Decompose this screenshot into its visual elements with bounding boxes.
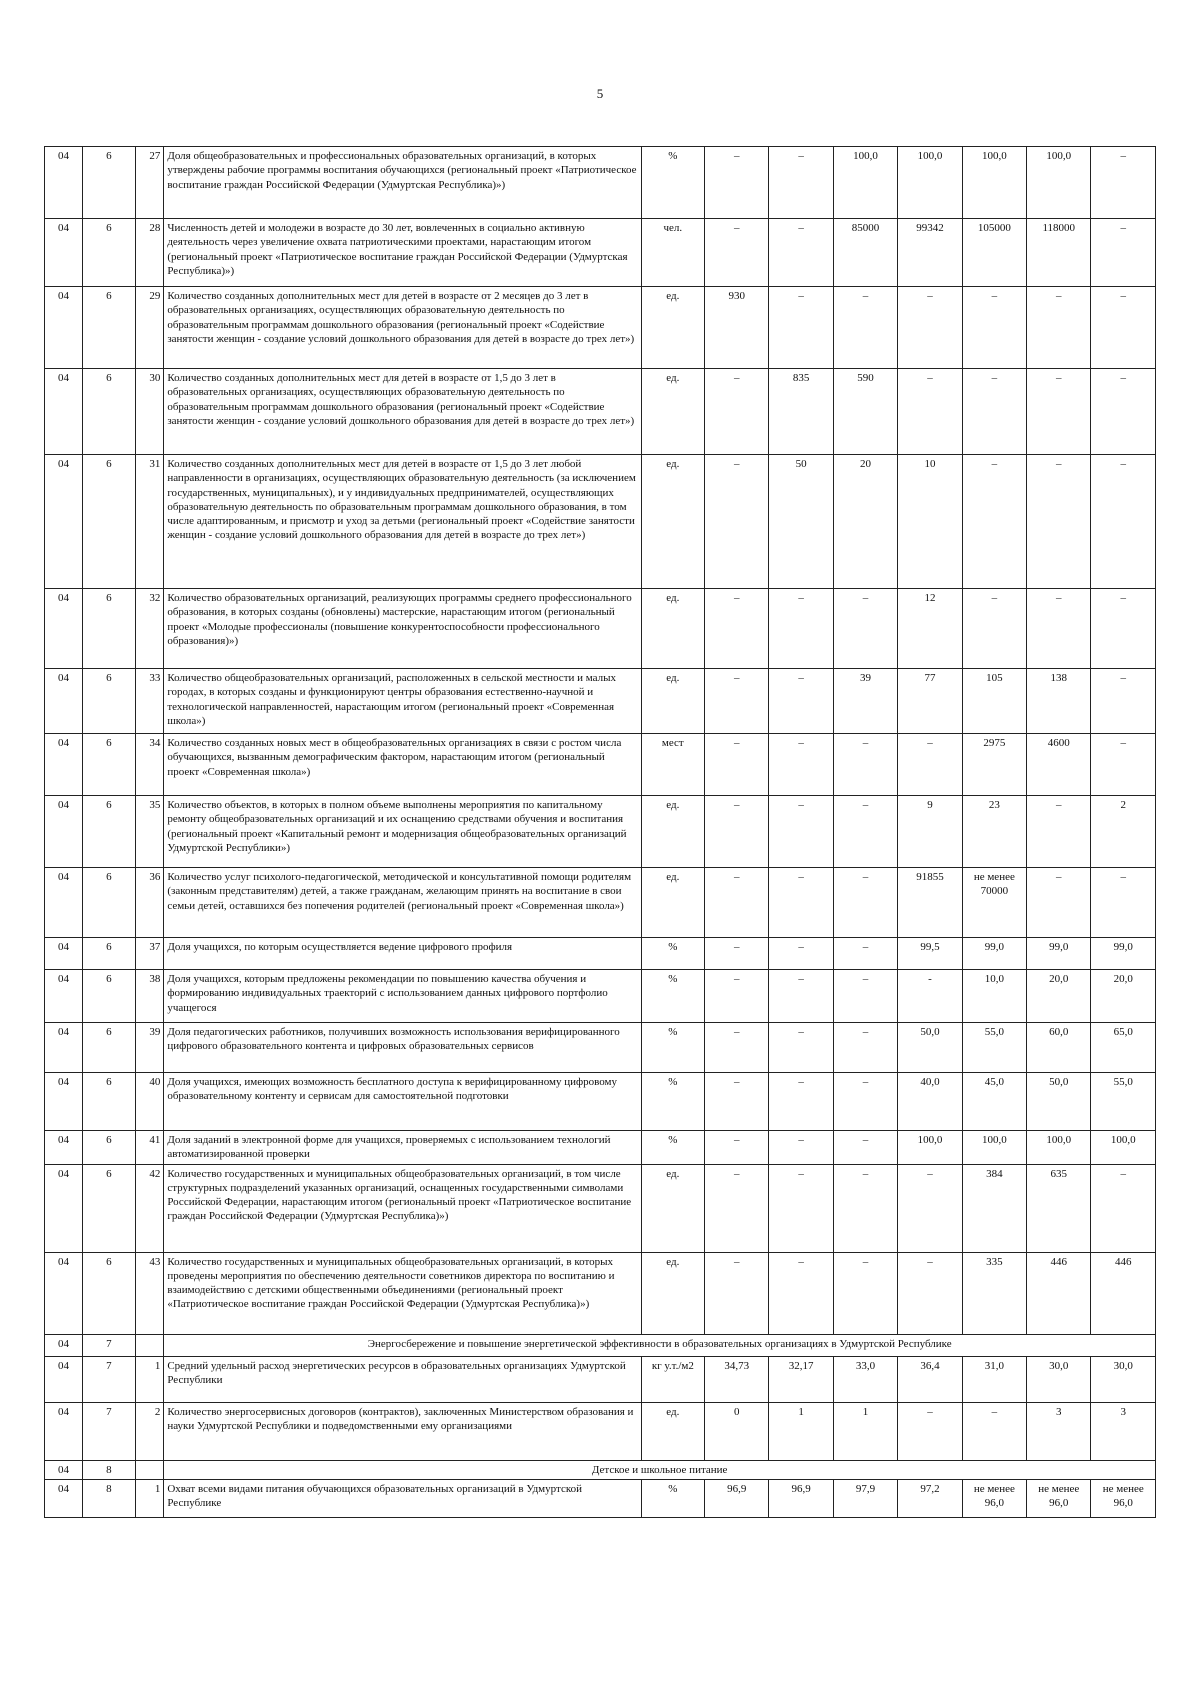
value-cell: – <box>898 287 962 369</box>
value-cell: – <box>769 1023 833 1073</box>
program-code-cell: 04 <box>45 1334 83 1356</box>
program-code-cell: 04 <box>45 669 83 734</box>
value-cell: – <box>1091 147 1156 219</box>
value-cell: 77 <box>898 669 962 734</box>
value-cell: 100,0 <box>1027 1131 1091 1165</box>
table-row <box>45 1356 1156 1402</box>
indicator-description: Доля общеобразовательных и профессиональных образовательных организаций, в которых утверждены рабочие программы воспитания обучающихся (региональный проект «Патриотическое воспитание граждан Российской Федерации (Удмуртская Республика)») <box>164 147 641 219</box>
indicator-description: Количество объектов, в которых в полном объеме выполнены мероприятия по капитальному ремонту общеобразовательных организаций и их оснащению средствами обучения и воспитания (региональный проект «Капитальный ремонт и модернизация общеобразовательных организаций Удмуртской Республики») <box>164 796 641 868</box>
value-cell: 99,0 <box>1027 938 1091 970</box>
indicator-description: Доля учащихся, по которым осуществляется ведение цифрового профиля <box>164 938 641 970</box>
value-cell: – <box>1091 287 1156 369</box>
indicator-description: Количество государственных и муниципальных общеобразовательных организаций, в которых проведены мероприятия по обеспечению деятельности советников директора по воспитанию и взаимодействию с детскими общественными объединениями (региональный проект «Патриотическое воспитание граждан Российской Федерации (Удмуртская Республика)») <box>164 1252 641 1334</box>
program-code-cell: 04 <box>45 147 83 219</box>
indicator-number-cell: 35 <box>135 796 164 868</box>
value-cell: 10,0 <box>962 970 1026 1023</box>
value-cell: – <box>833 589 897 669</box>
unit-cell: ед. <box>641 455 704 589</box>
indicator-description: Количество созданных новых мест в общеобразовательных организациях в связи с ростом числа обучающихся, вызванным демографическим фактором, нарастающим итогом (региональный проект «Современная школа») <box>164 734 641 796</box>
value-cell: – <box>769 734 833 796</box>
indicator-number-cell: 42 <box>135 1164 164 1252</box>
value-cell: 99,0 <box>962 938 1026 970</box>
unit-cell: % <box>641 1131 704 1165</box>
value-cell: 446 <box>1027 1252 1091 1334</box>
value-cell: – <box>962 287 1026 369</box>
value-cell: 335 <box>962 1252 1026 1334</box>
value-cell: – <box>705 1252 769 1334</box>
subprogram-code-cell: 6 <box>83 1073 136 1131</box>
program-code-cell: 04 <box>45 970 83 1023</box>
indicator-number-cell: 43 <box>135 1252 164 1334</box>
subprogram-code-cell: 6 <box>83 1252 136 1334</box>
indicator-description: Охват всеми видами питания обучающихся образовательных организаций в Удмуртской Республике <box>164 1479 641 1517</box>
value-cell: не менее 70000 <box>962 868 1026 938</box>
value-cell: – <box>705 455 769 589</box>
value-cell: 100,0 <box>898 147 962 219</box>
subprogram-code-cell: 6 <box>83 287 136 369</box>
value-cell: – <box>705 1073 769 1131</box>
value-cell: – <box>705 970 769 1023</box>
unit-cell: мест <box>641 734 704 796</box>
value-cell: – <box>833 1073 897 1131</box>
subprogram-code-cell: 8 <box>83 1460 136 1479</box>
indicator-description: Количество созданных дополнительных мест для детей в возрасте от 1,5 до 3 лет любой направленности в организациях, осуществляющих образовательную деятельность (за исключением государственных, муниципальных), и у индивидуальных предпринимателей, осуществляющих образовательную деятельность по образовательным программам дошкольного образования, в том числе адаптированным, и присмотр и уход за детьми (региональный проект «Содействие занятости женщин - создание условий дошкольного образования для детей в возрасте до трех лет») <box>164 455 641 589</box>
program-code-cell: 04 <box>45 589 83 669</box>
value-cell: – <box>705 219 769 287</box>
value-cell: – <box>769 868 833 938</box>
value-cell: – <box>833 868 897 938</box>
program-code-cell: 04 <box>45 1460 83 1479</box>
value-cell: – <box>705 1023 769 1073</box>
value-cell: 2975 <box>962 734 1026 796</box>
unit-cell: кг у.т./м2 <box>641 1356 704 1402</box>
section-title: Энергосбережение и повышение энергетической эффективности в образовательных организациях в Удмуртской Республике <box>164 1334 1156 1356</box>
program-code-cell: 04 <box>45 796 83 868</box>
unit-cell: % <box>641 1479 704 1517</box>
value-cell: 100,0 <box>1027 147 1091 219</box>
unit-cell: ед. <box>641 589 704 669</box>
value-cell: – <box>769 1073 833 1131</box>
indicator-description: Количество государственных и муниципальных общеобразовательных организаций, в том числе структурных подразделений указанных организаций, оснащенных государственными символами Российской Федерации, нарастающим итогом (региональный проект «Патриотическое воспитание граждан Российской Федерации (Удмуртская Республика)») <box>164 1164 641 1252</box>
indicator-description: Количество образовательных организаций, реализующих программы среднего профессионального образования, в которых созданы (обновлены) мастерские, нарастающим итогом (региональный проект «Молодые профессионалы (повышение конкурентоспособности профессионального образования)») <box>164 589 641 669</box>
value-cell: 23 <box>962 796 1026 868</box>
unit-cell: ед. <box>641 868 704 938</box>
value-cell: 55,0 <box>1091 1073 1156 1131</box>
value-cell: 0 <box>705 1402 769 1460</box>
subprogram-code-cell: 6 <box>83 734 136 796</box>
value-cell: 446 <box>1091 1252 1156 1334</box>
subprogram-code-cell: 6 <box>83 1023 136 1073</box>
value-cell: 10 <box>898 455 962 589</box>
table-row <box>45 970 1156 1023</box>
program-code-cell: 04 <box>45 1479 83 1517</box>
value-cell: не менее 96,0 <box>962 1479 1026 1517</box>
value-cell: – <box>898 1252 962 1334</box>
value-cell: – <box>1027 369 1091 455</box>
table-row <box>45 938 1156 970</box>
value-cell: 32,17 <box>769 1356 833 1402</box>
subprogram-code-cell: 6 <box>83 796 136 868</box>
value-cell: 96,9 <box>769 1479 833 1517</box>
value-cell: 97,2 <box>898 1479 962 1517</box>
table-row <box>45 1131 1156 1165</box>
indicator-number-cell: 29 <box>135 287 164 369</box>
value-cell: 34,73 <box>705 1356 769 1402</box>
value-cell: 30,0 <box>1027 1356 1091 1402</box>
value-cell: 50 <box>769 455 833 589</box>
value-cell: – <box>1091 219 1156 287</box>
value-cell: 50,0 <box>1027 1073 1091 1131</box>
value-cell: – <box>769 287 833 369</box>
value-cell: 9 <box>898 796 962 868</box>
table-row <box>45 796 1156 868</box>
value-cell: – <box>833 287 897 369</box>
value-cell: – <box>833 1131 897 1165</box>
indicator-number-cell: 27 <box>135 147 164 219</box>
unit-cell: % <box>641 970 704 1023</box>
value-cell: 118000 <box>1027 219 1091 287</box>
subprogram-code-cell: 7 <box>83 1334 136 1356</box>
indicator-number-cell: 33 <box>135 669 164 734</box>
value-cell: – <box>898 1402 962 1460</box>
value-cell: 590 <box>833 369 897 455</box>
program-code-cell: 04 <box>45 1131 83 1165</box>
value-cell: – <box>1091 734 1156 796</box>
indicator-number-cell: 2 <box>135 1402 164 1460</box>
indicator-description: Доля учащихся, которым предложены рекомендации по повышению качества обучения и формированию индивидуальных траекторий с использованием данных цифрового портфолио учащегося <box>164 970 641 1023</box>
indicator-number-cell: 32 <box>135 589 164 669</box>
value-cell: 1 <box>769 1402 833 1460</box>
value-cell: – <box>833 1023 897 1073</box>
value-cell: – <box>705 734 769 796</box>
value-cell: – <box>833 734 897 796</box>
section-row <box>45 1334 1156 1356</box>
table-row <box>45 589 1156 669</box>
value-cell: 20,0 <box>1091 970 1156 1023</box>
value-cell: 2 <box>1091 796 1156 868</box>
value-cell: 96,9 <box>705 1479 769 1517</box>
program-code-cell: 04 <box>45 1356 83 1402</box>
section-title: Детское и школьное питание <box>164 1460 1156 1479</box>
value-cell: 100,0 <box>962 147 1026 219</box>
subprogram-code-cell: 6 <box>83 669 136 734</box>
table-row <box>45 1073 1156 1131</box>
indicator-number-cell <box>135 1460 164 1479</box>
value-cell: 50,0 <box>898 1023 962 1073</box>
indicator-description: Средний удельный расход энергетических ресурсов в образовательных организациях Удмуртской Республики <box>164 1356 641 1402</box>
indicator-number-cell: 34 <box>135 734 164 796</box>
program-code-cell: 04 <box>45 1164 83 1252</box>
page-number: 5 <box>596 86 604 101</box>
program-code-cell: 04 <box>45 1023 83 1073</box>
unit-cell: ед. <box>641 669 704 734</box>
subprogram-code-cell: 6 <box>83 868 136 938</box>
value-cell: – <box>705 1131 769 1165</box>
value-cell: 65,0 <box>1091 1023 1156 1073</box>
value-cell: 99,0 <box>1091 938 1156 970</box>
unit-cell: ед. <box>641 1164 704 1252</box>
table-row <box>45 734 1156 796</box>
value-cell: – <box>833 1164 897 1252</box>
value-cell: – <box>769 938 833 970</box>
value-cell: 105000 <box>962 219 1026 287</box>
value-cell: – <box>833 970 897 1023</box>
table-row <box>45 1479 1156 1517</box>
value-cell: 3 <box>1027 1402 1091 1460</box>
value-cell: – <box>833 796 897 868</box>
value-cell: – <box>705 147 769 219</box>
subprogram-code-cell: 6 <box>83 589 136 669</box>
value-cell: 99,5 <box>898 938 962 970</box>
value-cell: – <box>1027 868 1091 938</box>
value-cell: - <box>898 970 962 1023</box>
indicator-number-cell: 39 <box>135 1023 164 1073</box>
value-cell: 91855 <box>898 868 962 938</box>
value-cell: 40,0 <box>898 1073 962 1131</box>
value-cell: 55,0 <box>962 1023 1026 1073</box>
value-cell: 97,9 <box>833 1479 897 1517</box>
value-cell: 4600 <box>1027 734 1091 796</box>
value-cell: 100,0 <box>1091 1131 1156 1165</box>
value-cell: – <box>769 1131 833 1165</box>
value-cell: 20,0 <box>1027 970 1091 1023</box>
table-row <box>45 868 1156 938</box>
program-code-cell: 04 <box>45 219 83 287</box>
unit-cell: ед. <box>641 1252 704 1334</box>
subprogram-code-cell: 6 <box>83 1131 136 1165</box>
program-code-cell: 04 <box>45 734 83 796</box>
value-cell: – <box>962 589 1026 669</box>
value-cell: – <box>833 938 897 970</box>
table-row <box>45 1252 1156 1334</box>
unit-cell: чел. <box>641 219 704 287</box>
value-cell: 39 <box>833 669 897 734</box>
value-cell: – <box>769 970 833 1023</box>
indicator-number-cell <box>135 1334 164 1356</box>
subprogram-code-cell: 6 <box>83 369 136 455</box>
subprogram-code-cell: 8 <box>83 1479 136 1517</box>
value-cell: 99342 <box>898 219 962 287</box>
indicator-number-cell: 40 <box>135 1073 164 1131</box>
value-cell: – <box>705 369 769 455</box>
value-cell: 45,0 <box>962 1073 1026 1131</box>
unit-cell: % <box>641 1073 704 1131</box>
value-cell: – <box>1091 589 1156 669</box>
value-cell: 100,0 <box>962 1131 1026 1165</box>
table-row <box>45 147 1156 219</box>
value-cell: 31,0 <box>962 1356 1026 1402</box>
value-cell: – <box>1091 1164 1156 1252</box>
indicator-number-cell: 37 <box>135 938 164 970</box>
value-cell: 930 <box>705 287 769 369</box>
value-cell: – <box>898 734 962 796</box>
unit-cell: ед. <box>641 369 704 455</box>
program-code-cell: 04 <box>45 1252 83 1334</box>
subprogram-code-cell: 6 <box>83 938 136 970</box>
value-cell: – <box>705 938 769 970</box>
value-cell: 100,0 <box>898 1131 962 1165</box>
indicator-number-cell: 38 <box>135 970 164 1023</box>
subprogram-code-cell: 6 <box>83 1164 136 1252</box>
subprogram-code-cell: 6 <box>83 147 136 219</box>
indicator-description: Количество услуг психолого-педагогической, методической и консультативной помощи родителям (законным представителям) детей, а также гражданам, желающим принять на воспитание в свои семьи детей, оставшихся без попечения родителей (региональный проект «Современная школа») <box>164 868 641 938</box>
unit-cell: ед. <box>641 796 704 868</box>
value-cell: – <box>1027 455 1091 589</box>
value-cell: – <box>962 455 1026 589</box>
indicator-number-cell: 1 <box>135 1356 164 1402</box>
indicator-description: Количество созданных дополнительных мест для детей в возрасте от 2 месяцев до 3 лет в образовательных организациях, осуществляющих образовательную деятельность по образовательным программам дошкольного образования (региональный проект «Содействие занятости женщин - создание условий дошкольного образования для детей в возрасте до трех лет») <box>164 287 641 369</box>
value-cell: 105 <box>962 669 1026 734</box>
value-cell: – <box>705 796 769 868</box>
value-cell: 60,0 <box>1027 1023 1091 1073</box>
value-cell: – <box>769 219 833 287</box>
value-cell: 33,0 <box>833 1356 897 1402</box>
subprogram-code-cell: 6 <box>83 970 136 1023</box>
indicator-description: Доля педагогических работников, получивших возможность использования верифицированного цифрового образовательного контента и цифровых образовательных сервисов <box>164 1023 641 1073</box>
value-cell: – <box>705 589 769 669</box>
unit-cell: % <box>641 938 704 970</box>
table-row <box>45 287 1156 369</box>
value-cell: 36,4 <box>898 1356 962 1402</box>
value-cell: – <box>962 369 1026 455</box>
value-cell: – <box>1027 589 1091 669</box>
value-cell: 138 <box>1027 669 1091 734</box>
value-cell: 85000 <box>833 219 897 287</box>
unit-cell: % <box>641 1023 704 1073</box>
indicator-description: Доля учащихся, имеющих возможность бесплатного доступа к верифицированному цифровому образовательному контенту и сервисам для самостоятельной подготовки <box>164 1073 641 1131</box>
unit-cell: % <box>641 147 704 219</box>
indicator-number-cell: 1 <box>135 1479 164 1517</box>
table-row <box>45 1402 1156 1460</box>
subprogram-code-cell: 6 <box>83 455 136 589</box>
program-code-cell: 04 <box>45 1073 83 1131</box>
indicator-number-cell: 30 <box>135 369 164 455</box>
value-cell: – <box>769 1252 833 1334</box>
value-cell: – <box>962 1402 1026 1460</box>
program-code-cell: 04 <box>45 868 83 938</box>
indicator-description: Доля заданий в электронной форме для учащихся, проверяемых с использованием технологий автоматизированной проверки <box>164 1131 641 1165</box>
subprogram-code-cell: 7 <box>83 1356 136 1402</box>
value-cell: 20 <box>833 455 897 589</box>
value-cell: – <box>705 868 769 938</box>
value-cell: – <box>705 1164 769 1252</box>
value-cell: не менее 96,0 <box>1027 1479 1091 1517</box>
indicator-number-cell: 36 <box>135 868 164 938</box>
indicator-description: Количество общеобразовательных организаций, расположенных в сельской местности и малых городах, в которых созданы и функционируют центры образования естественно-научной и технологической направленностей, нарастающим итогом (региональный проект «Современная школа») <box>164 669 641 734</box>
table-row <box>45 669 1156 734</box>
value-cell: – <box>1027 796 1091 868</box>
program-code-cell: 04 <box>45 455 83 589</box>
value-cell: 835 <box>769 369 833 455</box>
value-cell: 100,0 <box>833 147 897 219</box>
table-row <box>45 1164 1156 1252</box>
value-cell: – <box>1091 669 1156 734</box>
value-cell: 12 <box>898 589 962 669</box>
indicator-description: Количество созданных дополнительных мест для детей в возрасте от 1,5 до 3 лет в образовательных организациях, осуществляющих образовательную деятельность по образовательным программам дошкольного образования (региональный проект «Содействие занятости женщин - создание условий дошкольного образования для детей в возрасте до трех лет») <box>164 369 641 455</box>
value-cell: 30,0 <box>1091 1356 1156 1402</box>
value-cell: – <box>1027 287 1091 369</box>
indicator-description: Численность детей и молодежи в возрасте до 30 лет, вовлеченных в социально активную деятельность через увеличение охвата патриотическими проектами, нарастающим итогом (региональный проект «Патриотическое воспитание граждан Российской Федерации (Удмуртская Республика)») <box>164 219 641 287</box>
program-code-cell: 04 <box>45 1402 83 1460</box>
indicator-number-cell: 41 <box>135 1131 164 1165</box>
table-row <box>45 455 1156 589</box>
value-cell: – <box>769 1164 833 1252</box>
value-cell: – <box>1091 868 1156 938</box>
value-cell: – <box>769 147 833 219</box>
table-row <box>45 219 1156 287</box>
unit-cell: ед. <box>641 1402 704 1460</box>
value-cell: – <box>769 589 833 669</box>
value-cell: – <box>833 1252 897 1334</box>
value-cell: – <box>769 669 833 734</box>
value-cell: – <box>705 669 769 734</box>
value-cell: 1 <box>833 1402 897 1460</box>
indicator-number-cell: 28 <box>135 219 164 287</box>
subprogram-code-cell: 6 <box>83 219 136 287</box>
program-code-cell: 04 <box>45 938 83 970</box>
value-cell: – <box>1091 369 1156 455</box>
program-code-cell: 04 <box>45 287 83 369</box>
indicators-table <box>44 146 1156 1518</box>
table-row <box>45 369 1156 455</box>
table-row <box>45 1023 1156 1073</box>
unit-cell: ед. <box>641 287 704 369</box>
value-cell: – <box>769 796 833 868</box>
value-cell: – <box>898 1164 962 1252</box>
indicator-description: Количество энергосервисных договоров (контрактов), заключенных Министерством образования и науки Удмуртской Республики и подведомственными ему организациями <box>164 1402 641 1460</box>
value-cell: 384 <box>962 1164 1026 1252</box>
value-cell: 635 <box>1027 1164 1091 1252</box>
subprogram-code-cell: 7 <box>83 1402 136 1460</box>
value-cell: 3 <box>1091 1402 1156 1460</box>
value-cell: не менее 96,0 <box>1091 1479 1156 1517</box>
value-cell: – <box>1091 455 1156 589</box>
program-code-cell: 04 <box>45 369 83 455</box>
section-row <box>45 1460 1156 1479</box>
indicator-number-cell: 31 <box>135 455 164 589</box>
value-cell: – <box>898 369 962 455</box>
